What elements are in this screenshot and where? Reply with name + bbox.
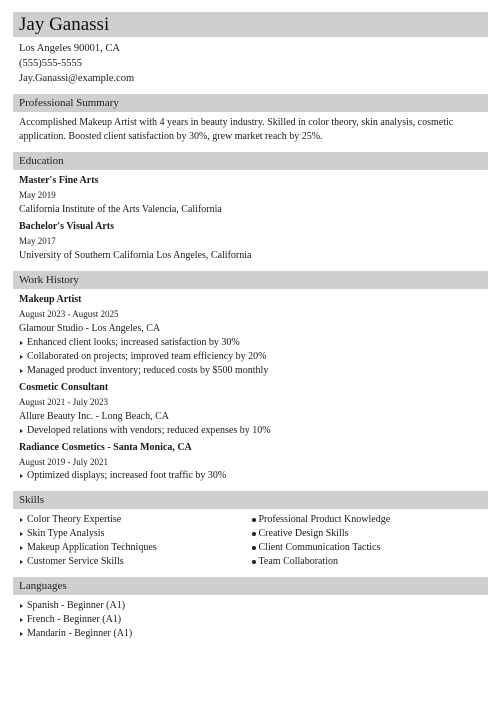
job-title: Makeup Artist (19, 294, 82, 305)
skills-list (251, 513, 483, 569)
candidate-name: Jay Ganassi (19, 13, 110, 35)
list-item: Color Theory Expertise (19, 513, 251, 527)
degree-date: May 2017 (19, 236, 56, 246)
job-bullets (19, 424, 482, 438)
degree-title: Bachelor's Visual Arts (19, 221, 115, 232)
job-company: Allure Beauty Inc. - Long Beach, CA (19, 411, 169, 422)
job-entry (19, 293, 482, 378)
job-entry (19, 441, 482, 483)
school-name: University of Southern California Los Angeles, California (19, 250, 252, 261)
list-item: Developed relations with vendors; reduced expenses by 10% (19, 424, 482, 438)
job-title: Radiance Cosmetics - Santa Monica, CA (19, 442, 192, 453)
education-entry (19, 220, 482, 263)
list-item: Team Collaboration (251, 555, 483, 569)
languages-list (19, 599, 482, 641)
email-text: Jay.Ganassi@example.com (19, 73, 135, 84)
skills-list (19, 513, 251, 569)
section-heading-skills (13, 491, 488, 509)
section-heading-label: Work History (19, 274, 79, 286)
list-item: Client Communication Tactics (251, 541, 483, 555)
job-bullets (19, 469, 482, 483)
list-item: French - Beginner (A1) (19, 613, 482, 627)
work-section (13, 289, 488, 483)
job-company: Glamour Studio - Los Angeles, CA (19, 323, 161, 334)
education-section (13, 170, 488, 263)
list-item: Makeup Application Techniques (19, 541, 251, 555)
list-item: Collaborated on projects; improved team efficiency by 20% (19, 350, 482, 364)
degree-date: May 2019 (19, 190, 56, 200)
education-entry (19, 174, 482, 217)
school-name: California Institute of the Arts Valencia, California (19, 204, 222, 215)
list-item: Optimized displays; increased foot traffic by 30% (19, 469, 482, 483)
list-item: Managed product inventory; reduced costs by $500 monthly (19, 364, 482, 378)
summary-text: Accomplished Makeup Artist with 4 years in beauty industry. Skilled in color theory, skin analysis, cosmetic application. Boosted client satisfaction by 30%, grew market reach by 25%. (19, 117, 454, 142)
skills-column-left (19, 513, 251, 569)
section-heading-label: Education (19, 155, 64, 167)
section-heading-label: Languages (19, 580, 67, 592)
section-heading-label: Skills (19, 494, 45, 506)
list-item: Creative Design Skills (251, 527, 483, 541)
job-dates: August 2019 - July 2021 (19, 457, 109, 467)
list-item: Spanish - Beginner (A1) (19, 599, 482, 613)
section-heading-summary (13, 94, 488, 112)
list-item: Mandarin - Beginner (A1) (19, 627, 482, 641)
degree-title: Master's Fine Arts (19, 175, 99, 186)
list-item: Customer Service Skills (19, 555, 251, 569)
languages-section (13, 595, 488, 641)
list-item: Professional Product Knowledge (251, 513, 483, 527)
job-dates: August 2023 - August 2025 (19, 309, 119, 319)
job-dates: August 2021 - July 2023 (19, 397, 109, 407)
job-title: Cosmetic Consultant (19, 382, 109, 393)
contact-block (13, 37, 488, 86)
skills-column-right (251, 513, 483, 569)
name-header (13, 12, 488, 37)
list-item: Enhanced client looks; increased satisfaction by 30% (19, 336, 482, 350)
list-item: Skin Type Analysis (19, 527, 251, 541)
job-entry (19, 381, 482, 438)
section-heading-label: Professional Summary (19, 97, 119, 109)
section-heading-education (13, 152, 488, 170)
phone-text: (555)555-5555 (19, 58, 82, 69)
section-heading-work (13, 271, 488, 289)
job-bullets (19, 336, 482, 378)
skills-section (13, 509, 488, 569)
section-heading-languages (13, 577, 488, 595)
address-text: Los Angeles 90001, CA (19, 43, 120, 54)
